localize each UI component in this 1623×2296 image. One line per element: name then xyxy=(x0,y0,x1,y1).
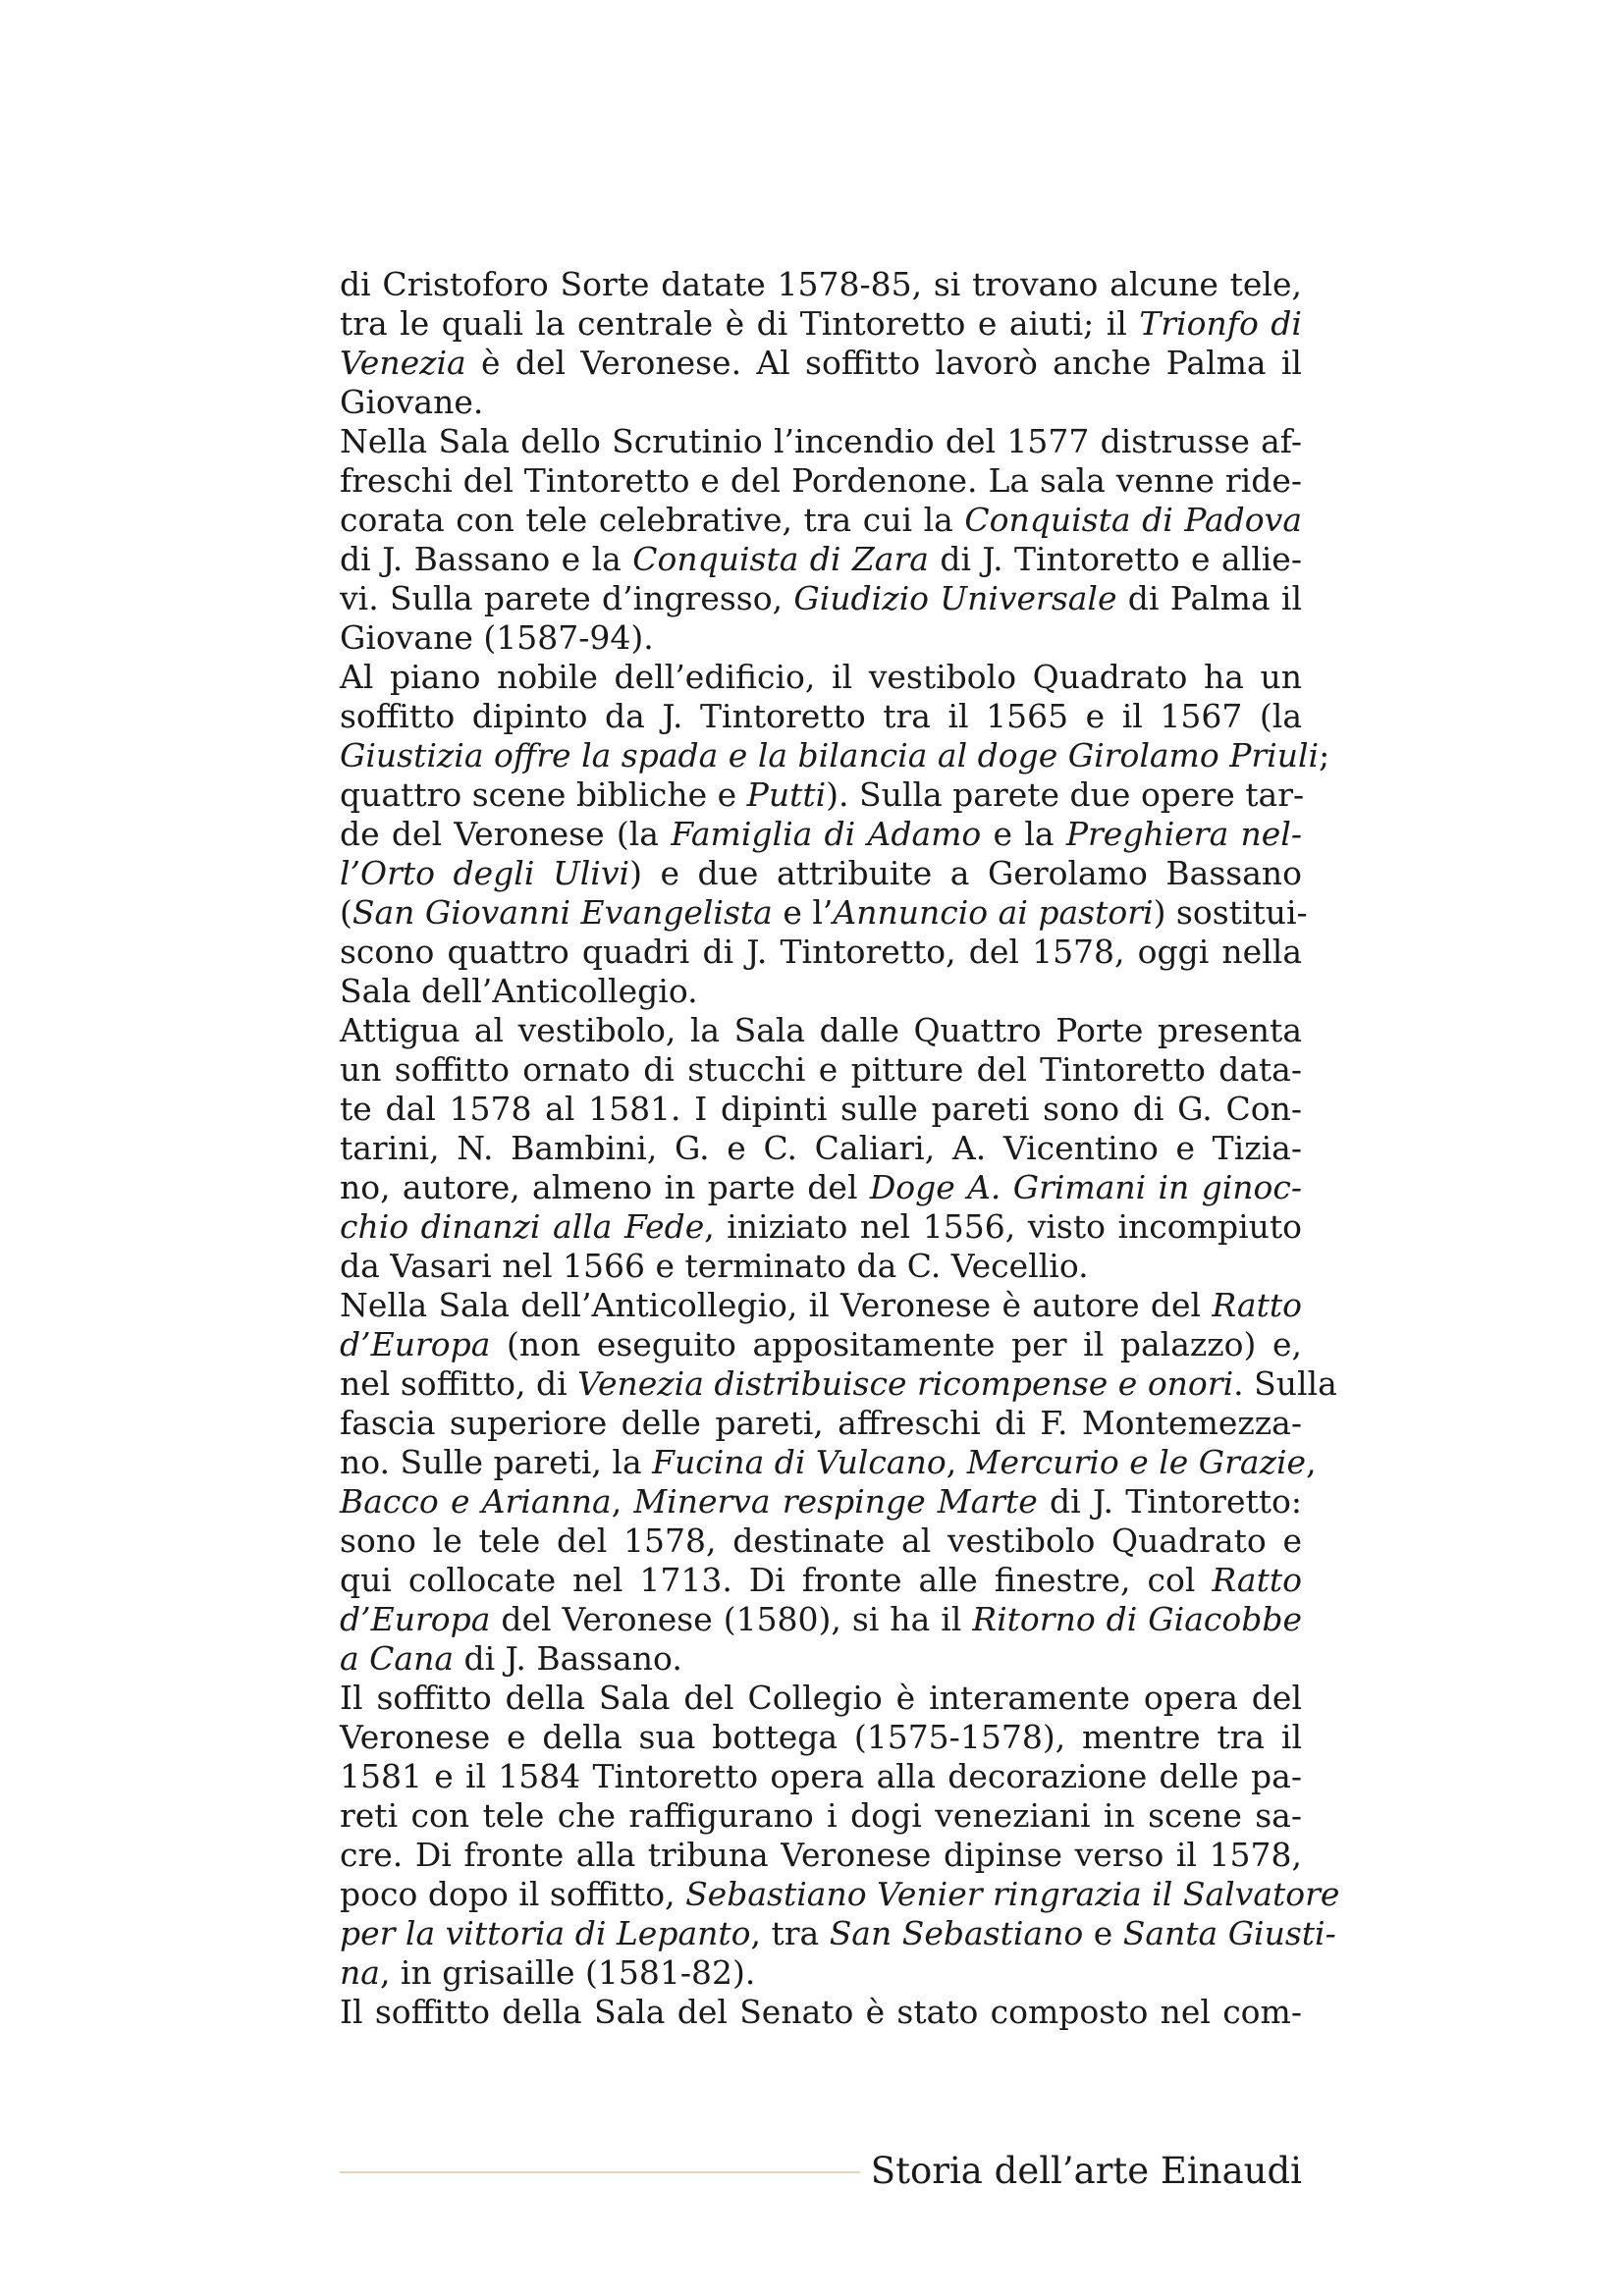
text-line xyxy=(340,1129,1302,1168)
text-run: quattro scene bibliche e xyxy=(340,775,747,814)
italic-title: Bacco e Arianna xyxy=(340,1482,612,1521)
text-run: tarini, N. Bambini, G. e C. Caliari, A. Vicentino e Tizia- xyxy=(340,1129,1302,1167)
text-line xyxy=(340,1207,1302,1247)
text-line xyxy=(340,1953,1302,1993)
text-line xyxy=(340,1090,1302,1129)
text-run: qui collocate nel 1713. Di fronte alle finestre, col xyxy=(340,1561,1213,1599)
text-run: ) sostitui- xyxy=(1153,893,1308,932)
text-run: no. Sulle pareti, la xyxy=(340,1443,653,1481)
body-text xyxy=(340,265,1340,2032)
text-line xyxy=(340,1875,1340,1914)
italic-title: Conquista di Padova xyxy=(964,501,1302,539)
text-run: . Sulla xyxy=(1233,1364,1337,1403)
italic-title: chio dinanzi alla Fede xyxy=(340,1207,705,1246)
text-line xyxy=(340,501,1302,540)
text-run: Attigua al vestibolo, la Sala dalle Quattro Porte presenta xyxy=(340,1011,1302,1049)
text-line xyxy=(340,736,1330,775)
text-line xyxy=(340,658,1302,697)
text-line xyxy=(340,1443,1317,1482)
text-line xyxy=(340,1247,1302,1286)
italic-title: Fucina di Vulcano xyxy=(652,1443,947,1481)
text-run: ). Sulla parete due opere tar- xyxy=(826,775,1305,814)
text-line xyxy=(340,1914,1336,1953)
italic-title: San Giovanni Evangelista xyxy=(352,893,773,932)
text-line xyxy=(340,1993,1302,2032)
text-run: Al piano nobile dell’edificio, il vestibolo Quadrato ha un xyxy=(340,658,1302,696)
text-line xyxy=(340,1011,1302,1050)
italic-title: Ratto xyxy=(1212,1561,1302,1599)
italic-title: Putti xyxy=(746,775,827,814)
text-run: no, autore, almeno in parte del xyxy=(340,1168,870,1206)
text-line xyxy=(340,1482,1302,1522)
italic-title: a Cana xyxy=(340,1639,455,1678)
italic-title: Famiglia di Adamo xyxy=(671,815,982,853)
text-run: , in grisaille (1581-82). xyxy=(379,1953,756,1992)
text-line xyxy=(340,854,1302,893)
italic-title: Mercurio e le Grazie xyxy=(966,1443,1307,1481)
text-line xyxy=(340,815,1302,854)
text-run: e xyxy=(1083,1914,1123,1952)
italic-title: Sebastiano Venier ringrazia il Salvatore xyxy=(685,1875,1340,1913)
italic-title: d’Europa xyxy=(340,1600,491,1638)
text-line xyxy=(340,265,1302,304)
italic-title: Conquista di Zara xyxy=(632,540,929,578)
text-line xyxy=(340,1325,1302,1364)
text-run: , xyxy=(611,1482,634,1521)
text-line xyxy=(340,972,1302,1011)
text-line xyxy=(340,1522,1302,1561)
italic-title: Ritorno di Giacobbe xyxy=(972,1600,1302,1638)
text-line xyxy=(340,1364,1337,1404)
italic-title: Ratto xyxy=(1212,1286,1302,1324)
text-run: e la xyxy=(981,815,1066,853)
footer-rule xyxy=(340,2171,860,2173)
italic-title: per la vittoria di Lepanto xyxy=(340,1914,751,1952)
text-run: di J. Bassano e la xyxy=(340,540,633,578)
footer-publication-title: Storia dell’arte Einaudi xyxy=(870,2150,1302,2192)
text-run: sono le tele del 1578, destinate al vestibolo Quadrato e xyxy=(340,1522,1302,1560)
text-run: di Cristoforo Sorte datate 1578-85, si trovano alcune tele, xyxy=(340,265,1302,303)
text-run: scono quattro quadri di J. Tintoretto, del 1578, oggi nella xyxy=(340,933,1302,971)
text-line xyxy=(340,1404,1302,1443)
text-run: Giovane (1587-94). xyxy=(340,618,654,657)
text-line xyxy=(340,1639,1302,1679)
text-line xyxy=(340,1836,1302,1875)
text-run: , iniziato nel 1556, visto incompiuto xyxy=(704,1207,1303,1246)
text-run: de del Veronese (la xyxy=(340,815,672,853)
text-run: Veronese e della sua bottega (1575-1578), mentre tra il xyxy=(340,1718,1302,1756)
text-line xyxy=(340,1600,1302,1639)
text-run: (non eseguito appositamente per il palazzo) e, xyxy=(490,1325,1302,1363)
text-run: , tra xyxy=(750,1914,830,1952)
italic-title: Venezia distribuisce ricompense e onori xyxy=(577,1364,1234,1403)
text-run: Il soffitto della Sala del Collegio è interamente opera del xyxy=(340,1679,1302,1717)
italic-title: Preghiera nel- xyxy=(1065,815,1302,853)
text-run: di J. Tintoretto e allie- xyxy=(928,540,1302,578)
text-run: un soffitto ornato di stucchi e pitture del Tintoretto data- xyxy=(340,1050,1302,1089)
text-run: ) e due attribuite a Gerolamo Bassano xyxy=(629,854,1302,892)
text-line xyxy=(340,1168,1302,1207)
text-line xyxy=(340,540,1302,579)
text-run: fascia superiore delle pareti, affreschi di F. Montemezza- xyxy=(340,1404,1302,1442)
text-run: soffitto dipinto da J. Tintoretto tra il 1565 e il 1567 (la xyxy=(340,697,1302,735)
text-line xyxy=(340,383,1302,422)
text-run: cre. Di fronte alla tribuna Veronese dipinse verso il 1578, xyxy=(340,1836,1302,1874)
text-run: te dal 1578 al 1581. I dipinti sulle pareti sono di G. Con- xyxy=(340,1090,1302,1128)
text-run: e l’ xyxy=(772,893,834,932)
text-line xyxy=(340,697,1302,736)
text-line xyxy=(340,1757,1302,1796)
text-run: , xyxy=(946,1443,967,1481)
text-run: Nella Sala dell’Anticollegio, il Veronese è autore del xyxy=(340,1286,1213,1324)
text-run: tra le quali la centrale è di Tintoretto e aiuti; il xyxy=(340,304,1140,343)
text-run: Il soffitto della Sala del Senato è stato composto nel com- xyxy=(340,1993,1302,2031)
text-line xyxy=(340,1561,1302,1600)
italic-title: d’Europa xyxy=(340,1325,491,1363)
text-line xyxy=(340,1679,1302,1718)
text-line xyxy=(340,618,1302,658)
text-run: poco dopo il soffitto, xyxy=(340,1875,686,1913)
text-run: vi. Sulla parete d’ingresso, xyxy=(340,579,794,617)
text-run: corata con tele celebrative, tra cui la xyxy=(340,501,965,539)
italic-title: Santa Giusti- xyxy=(1122,1914,1336,1952)
italic-title: na xyxy=(340,1953,380,1992)
text-run: reti con tele che raffigurano i dogi veneziani in scene sa- xyxy=(340,1796,1302,1835)
text-run: ; xyxy=(1319,736,1330,774)
text-line xyxy=(340,1718,1302,1757)
text-line xyxy=(340,933,1302,972)
text-run: del Veronese (1580), si ha il xyxy=(490,1600,973,1638)
text-run: di J. Bassano. xyxy=(454,1639,682,1678)
text-run: da Vasari nel 1566 e terminato da C. Vecellio. xyxy=(340,1247,1089,1285)
text-run: di J. Tintoretto: xyxy=(1037,1482,1302,1521)
text-line xyxy=(340,775,1305,815)
text-line xyxy=(340,304,1302,344)
text-line xyxy=(340,422,1302,461)
text-run: , xyxy=(1306,1443,1317,1481)
text-run: 1581 e il 1584 Tintoretto opera alla decorazione delle pa- xyxy=(340,1757,1302,1795)
italic-title: Venezia xyxy=(340,344,466,382)
text-run: freschi del Tintoretto e del Pordenone. La sala venne ride- xyxy=(340,461,1302,500)
italic-title: Annuncio ai pastori xyxy=(833,893,1154,932)
italic-title: Giudizio Universale xyxy=(793,579,1117,617)
italic-title: San Sebastiano xyxy=(829,1914,1084,1952)
italic-title: Giustizia offre la spada e la bilancia al doge Girolamo Priuli xyxy=(340,736,1320,774)
text-line xyxy=(340,1050,1302,1090)
text-line xyxy=(340,344,1302,383)
text-run: ( xyxy=(340,893,352,932)
text-run: è del Veronese. Al soffitto lavorò anche Palma il xyxy=(465,344,1302,382)
text-run: Nella Sala dello Scrutinio l’incendio del 1577 distrusse af- xyxy=(340,422,1302,460)
text-line xyxy=(340,1796,1302,1836)
text-run: nel soffitto, di xyxy=(340,1364,578,1403)
text-run: di Palma il xyxy=(1116,579,1303,617)
text-line xyxy=(340,893,1308,933)
italic-title: Doge A. Grimani in ginoc- xyxy=(869,1168,1303,1206)
text-line xyxy=(340,579,1302,618)
text-run: Giovane. xyxy=(340,383,484,421)
text-line xyxy=(340,461,1302,501)
text-run: Sala dell’Anticollegio. xyxy=(340,972,698,1010)
italic-title: Minerva respinge Marte xyxy=(633,1482,1038,1521)
text-line xyxy=(340,1286,1302,1325)
italic-title: l’Orto degli Ulivi xyxy=(340,854,630,892)
italic-title: Trionfo di xyxy=(1139,304,1302,343)
